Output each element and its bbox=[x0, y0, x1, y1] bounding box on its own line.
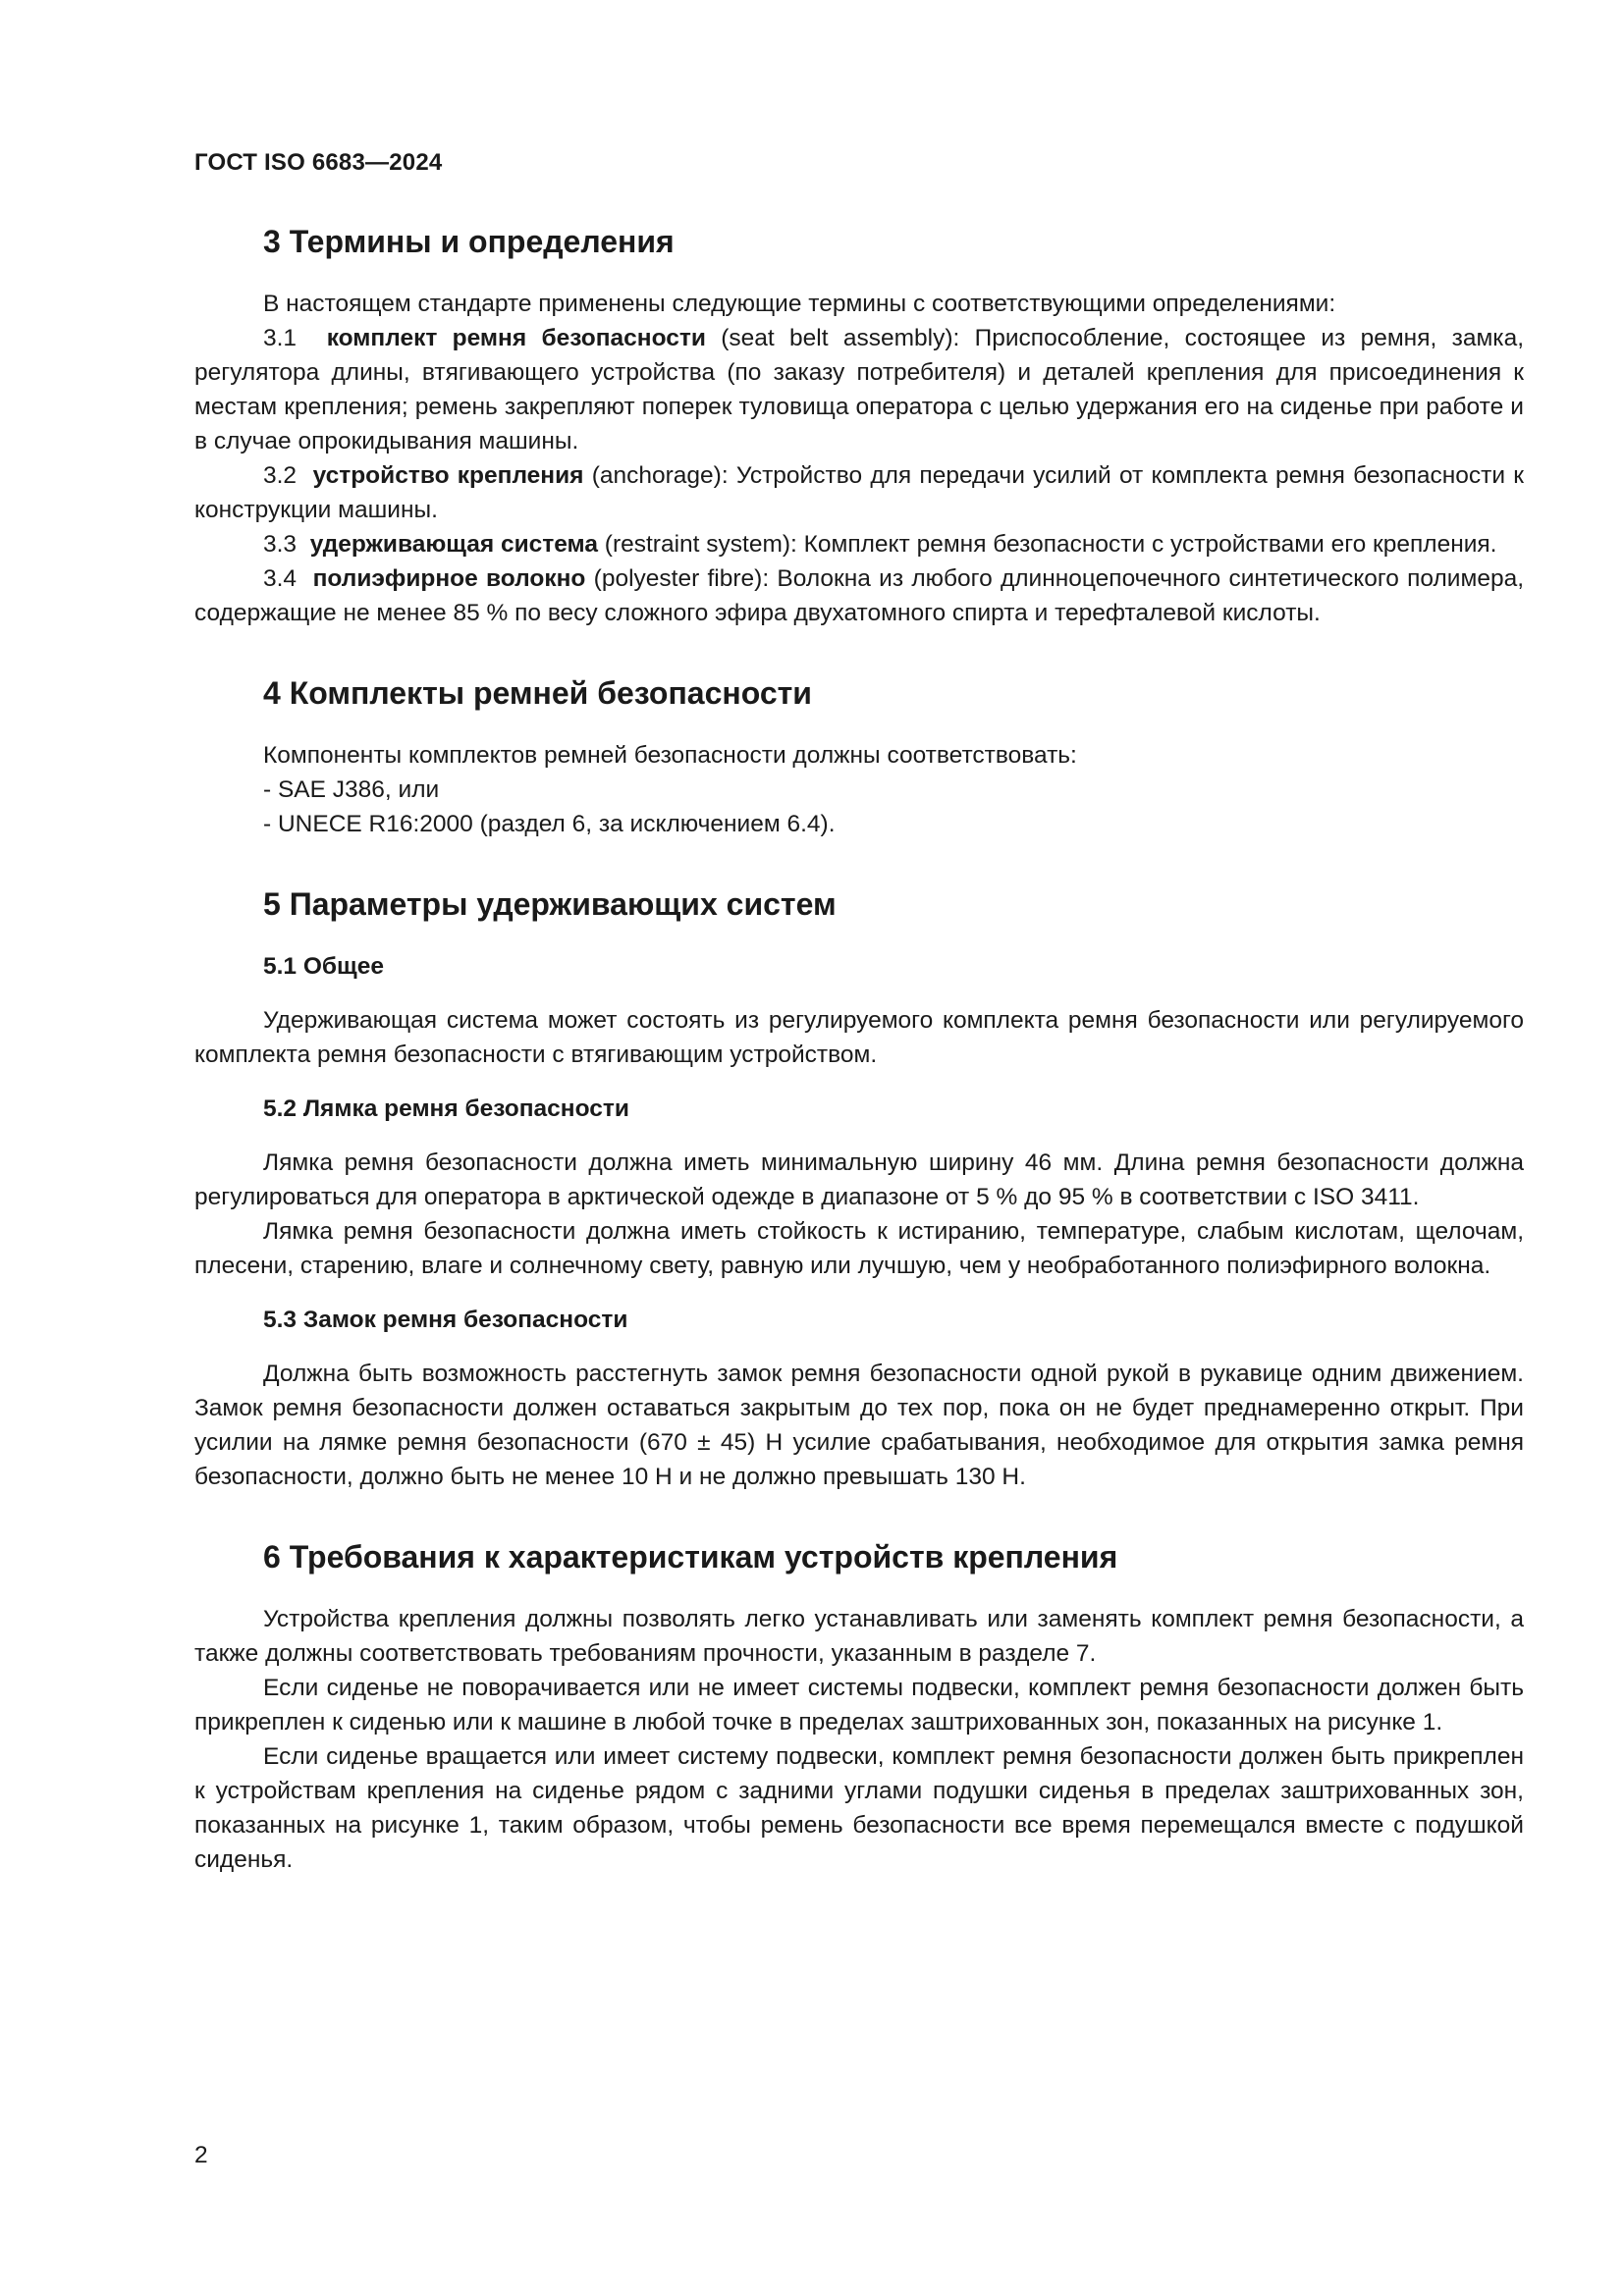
paragraph: Если сиденье вращается или имеет систему подвески, комплект ремня безопасности должен быть прикреплен к устройствам крепления на сиденье рядом с задними углами подушки сиденья в пределах заштрихованных зон, показанных на рисунке 1, таким образом, чтобы ремень безопасности все время перемещался вместе с подушкой сиденья. bbox=[194, 1743, 1524, 1873]
list-item: - UNECE R16:2000 (раздел 6, за исключением 6.4). bbox=[263, 811, 836, 837]
section-4-title: 4 Комплекты ремней безопасности bbox=[263, 675, 812, 711]
page-number: 2 bbox=[194, 2142, 208, 2168]
term-definition: (polyester fibre): Волокна из любого длинноцепочечного синтетического полимера, содержащие не менее 85 % по весу сложного эфира двухатомного спирта и терефталевой кислоты. bbox=[194, 565, 1525, 626]
document-header: ГОСТ ISO 6683—2024 bbox=[194, 149, 443, 176]
term-number: 3.4 bbox=[263, 565, 298, 592]
subsection-5-1-title: 5.1 Общее bbox=[263, 953, 384, 980]
term-name: удерживающая система bbox=[309, 531, 598, 558]
term-definition: (restraint system): Комплект ремня безопасности с устройствами его крепления. bbox=[604, 531, 1497, 558]
term-definition: (seat belt assembly): Приспособление, состоящее из ремня, замка, регулятора длины, втягивающего устройства (по заказу потребителя) и деталей крепления для присоединения к местам крепления; ремень закрепляют поперек туловища оператора с целью удержания его на сиденье при работе и в случае опрокидывания машины. bbox=[194, 325, 1524, 454]
paragraph: Лямка ремня безопасности должна иметь минимальную ширину 46 мм. Длина ремня безопасности должна регулироваться для оператора в арктической одежде в диапазоне от 5 % до 95 % в соответствии с ISO 3411. bbox=[194, 1149, 1524, 1210]
term-3-1 bbox=[194, 321, 1524, 458]
section-6-title: 6 Требования к характеристикам устройств крепления bbox=[263, 1539, 1118, 1575]
paragraph: Устройства крепления должны позволять легко устанавливать или заменять комплект ремня безопасности, а также должны соответствовать требованиям прочности, указанным в разделе 7. bbox=[194, 1606, 1524, 1667]
section-4-intro: Компоненты комплектов ремней безопасности должны соответствовать: bbox=[263, 742, 1077, 769]
paragraph: Если сиденье не поворачивается или не имеет системы подвески, комплект ремня безопасности должен быть прикреплен к сиденью или к машине в любой точке в пределах заштрихованных зон, показанных на рисунке 1. bbox=[194, 1675, 1524, 1735]
term-name: комплект ремня безопасности bbox=[326, 325, 706, 351]
section-5-title: 5 Параметры удерживающих систем bbox=[263, 886, 837, 922]
term-3-4 bbox=[194, 561, 1524, 630]
term-definition: (anchorage): Устройство для передачи усилий от комплекта ремня безопасности к конструкции машины. bbox=[194, 462, 1524, 523]
term-3-2 bbox=[194, 458, 1524, 527]
list-item: - SAE J386, или bbox=[263, 776, 440, 803]
paragraph: Лямка ремня безопасности должна иметь стойкость к истиранию, температуре, слабым кислотам, щелочам, плесени, старению, влаге и солнечному свету, равную или лучшую, чем у необработанного полиэфирного волокна. bbox=[194, 1218, 1524, 1279]
document-body bbox=[194, 222, 1524, 1877]
term-name: полиэфирное волокно bbox=[312, 565, 586, 592]
subsection-5-3-title: 5.3 Замок ремня безопасности bbox=[263, 1307, 628, 1333]
section-3-intro: В настоящем стандарте применены следующие термины с соответствующими определениями: bbox=[263, 291, 1336, 317]
term-number: 3.3 bbox=[263, 531, 298, 558]
term-number: 3.2 bbox=[263, 462, 298, 489]
term-name: устройство крепления bbox=[312, 462, 584, 489]
paragraph: Удерживающая система может состоять из регулируемого комплекта ремня безопасности или регулируемого комплекта ремня безопасности с втягивающим устройством. bbox=[194, 1007, 1524, 1068]
paragraph: Должна быть возможность расстегнуть замок ремня безопасности одной рукой в рукавице одним движением. Замок ремня безопасности должен оставаться закрытым до тех пор, пока он не будет преднамеренно открыт. При усилии на лямке ремня безопасности (670 ± 45) Н усилие срабатывания, необходимое для открытия замка ремня безопасности, должно быть не менее 10 Н и не должно превышать 130 Н. bbox=[194, 1361, 1524, 1490]
term-3-3 bbox=[194, 527, 1524, 561]
subsection-5-2-title: 5.2 Лямка ремня безопасности bbox=[263, 1095, 629, 1122]
section-3-title: 3 Термины и определения bbox=[263, 224, 675, 259]
term-number: 3.1 bbox=[263, 325, 298, 351]
